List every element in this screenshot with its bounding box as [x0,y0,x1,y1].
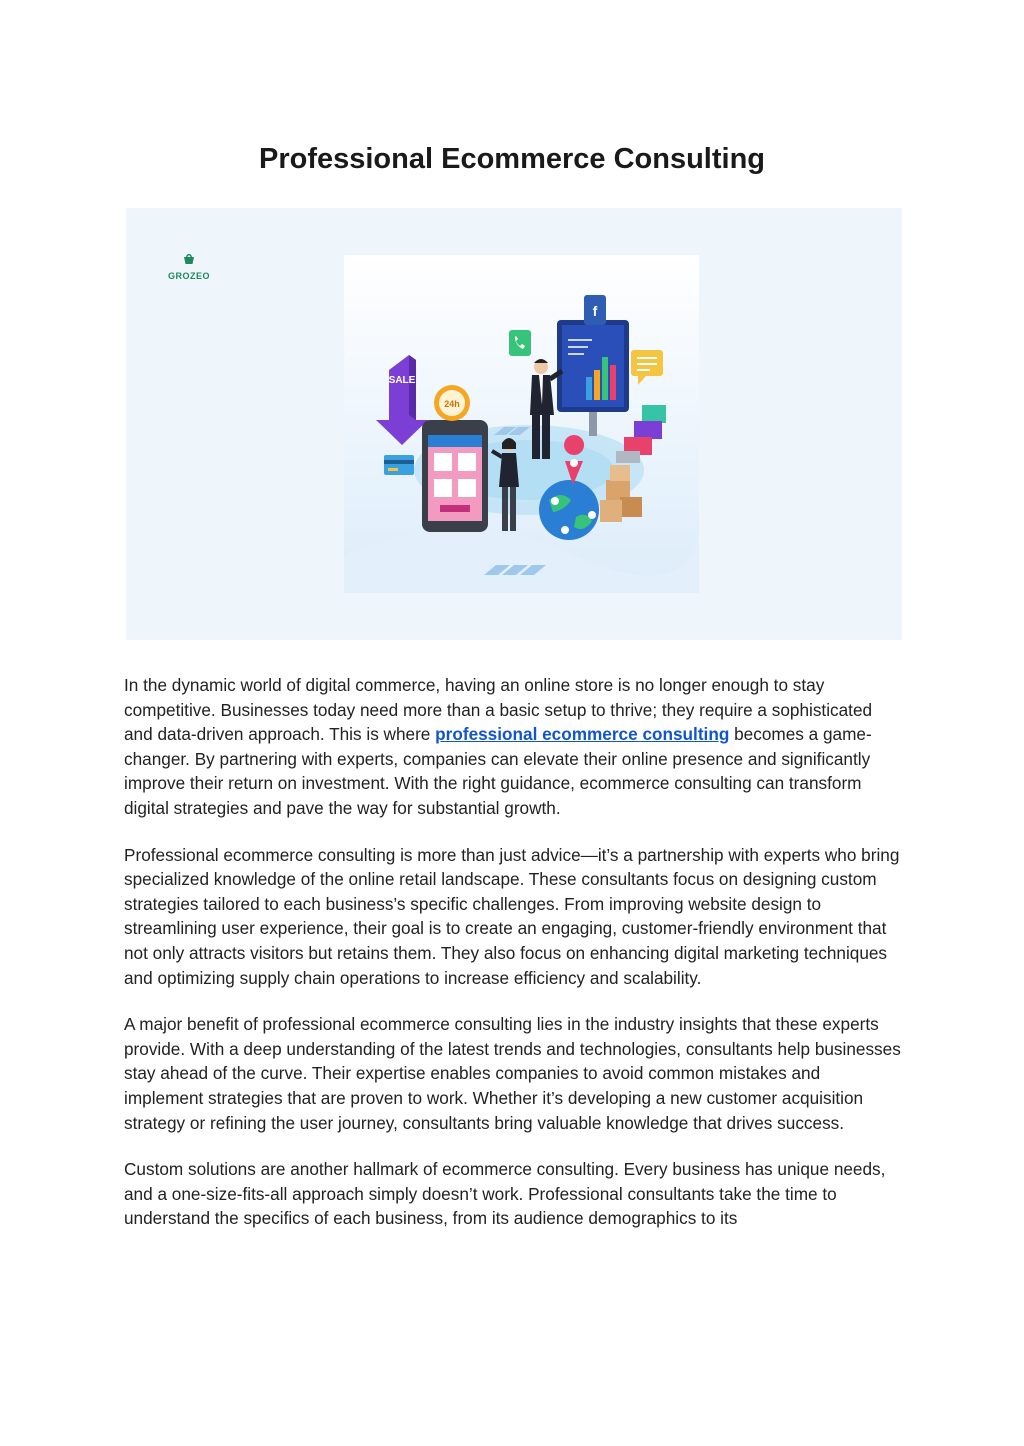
facebook-icon [584,295,606,325]
basket-icon [182,253,196,265]
smartphone-icon [422,420,488,532]
paragraph-1 [124,673,904,821]
phone-call-icon [509,330,531,356]
professional-ecommerce-consulting-link[interactable]: professional ecommerce consulting [435,724,730,745]
sale-text: SALE [388,375,416,386]
paragraph-3: A major benefit of professional ecommerce consulting lies in the industry insights that these experts provide. With a deep understanding of the latest trends and technologies, consultants help businesses stay ahead of the curve. Their expertise enables companies to avoid common mistakes and implement strategies that are proven to work. Whether it’s developing a new customer acquisition strategy or refining the user journey, consultants bring valuable knowledge that drives success. [124,1014,901,1133]
paragraph-1-text-end: becomes a game-changer. By partnering with experts, companies can elevate their online presence and significantly improve their return on investment. With the right guidance, ecommerce consulting can transform digital strategies and pave the way for substantial growth. [124,724,872,818]
grozeo-logo [166,252,212,281]
article-body [124,673,904,1253]
credit-card-icon [384,455,414,475]
svg-text:24h: 24h [444,399,460,409]
svg-text:f: f [592,303,598,319]
hero-image [126,208,902,640]
paragraph-4: Custom solutions are another hallmark of ecommerce consulting. Every business has unique needs, and a one-size-fits-all approach simply doesn’t work. Professional consultants take the time to understand the specifics of each business, from its audience demographics to its [124,1159,886,1229]
clock-24h-icon [434,385,470,421]
logo-text: GROZEO [167,271,210,281]
paragraph-2: Professional ecommerce consulting is more than just advice—it’s a partnership with experts who bring specialized knowledge of the online retail landscape. These consultants focus on designing custom strategies tailored to each business’s specific challenges. From improving website design to streamlining user experience, their goal is to create an engaging, customer-friendly environment that not only attracts visitors but retains them. They also focus on enhancing digital marketing techniques and optimizing supply chain operations to increase efficiency and scalability. [124,844,900,988]
page-title: Professional Ecommerce Consulting [258,143,765,175]
paragraph-1-text-start: In the dynamic world of digital commerce, having an online store is no longer enough to stay competitive. Businesses today need more than a basic setup to thrive; they require a sophisticated and data-driven approach. This is where [124,675,873,745]
ecommerce-illustration [344,255,699,593]
